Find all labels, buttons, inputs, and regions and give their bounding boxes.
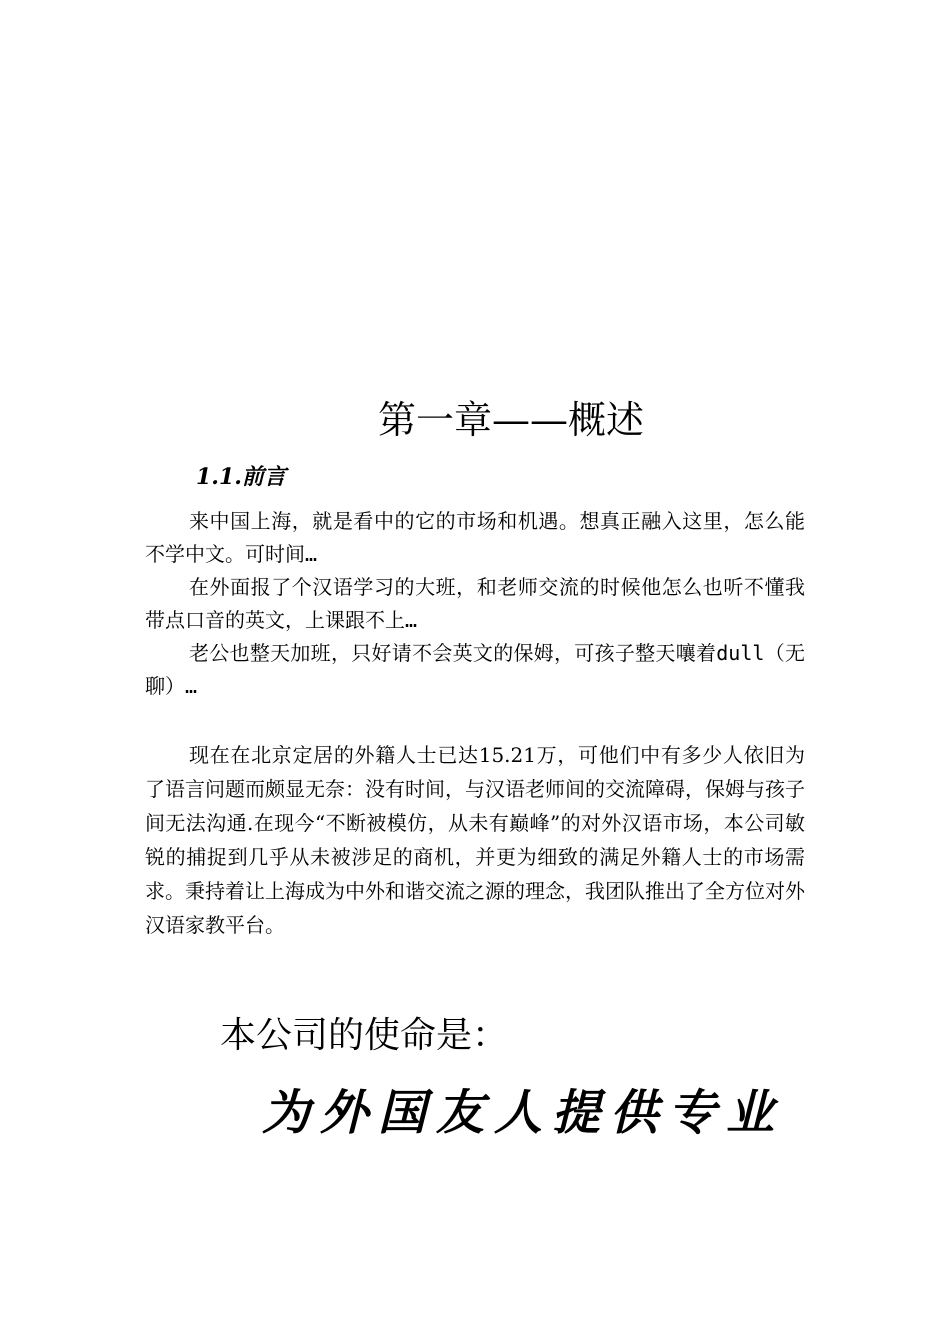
intro-paragraph: 在外面报了个汉语学习的大班，和老师交流的时候他怎么也听不懂我带点口音的英文，上课跟不上…: [145, 575, 805, 632]
intro-paragraphs: [145, 505, 805, 703]
intro-paragraph: 老公也整天加班，只好请不会英文的保姆，可孩子整天嚷着dull（无聊）…: [145, 641, 805, 698]
body-paragraph: 现在在北京定居的外籍人士已达15.21万，可他们中有多少人依旧为了语言问题而颇显无奈：没有时间，与汉语老师间的交流障碍，保姆与孩子间无法沟通.在现今“不断被模仿，从未有巅峰”的对外汉语市场，本公司敏锐的捕捉到几乎从未被涉足的商机，并更为细致的满足外籍人士的市场需求。秉持着让上海成为中外和谐交流之源的理念，我团队推出了全方位对外汉语家教平台。: [145, 743, 805, 937]
mission-label: 本公司的使命是：: [220, 1015, 509, 1056]
chapter-title: 第一章——概述: [377, 398, 644, 442]
body-section: [145, 738, 805, 942]
section-heading: 1.1.前言: [196, 464, 286, 490]
mission-statement: 为外国友人提供专业: [262, 1085, 785, 1141]
intro-paragraph: 来中国上海，就是看中的它的市场和机遇。想真正融入这里，怎么能不学中文。可时间…: [145, 509, 805, 566]
